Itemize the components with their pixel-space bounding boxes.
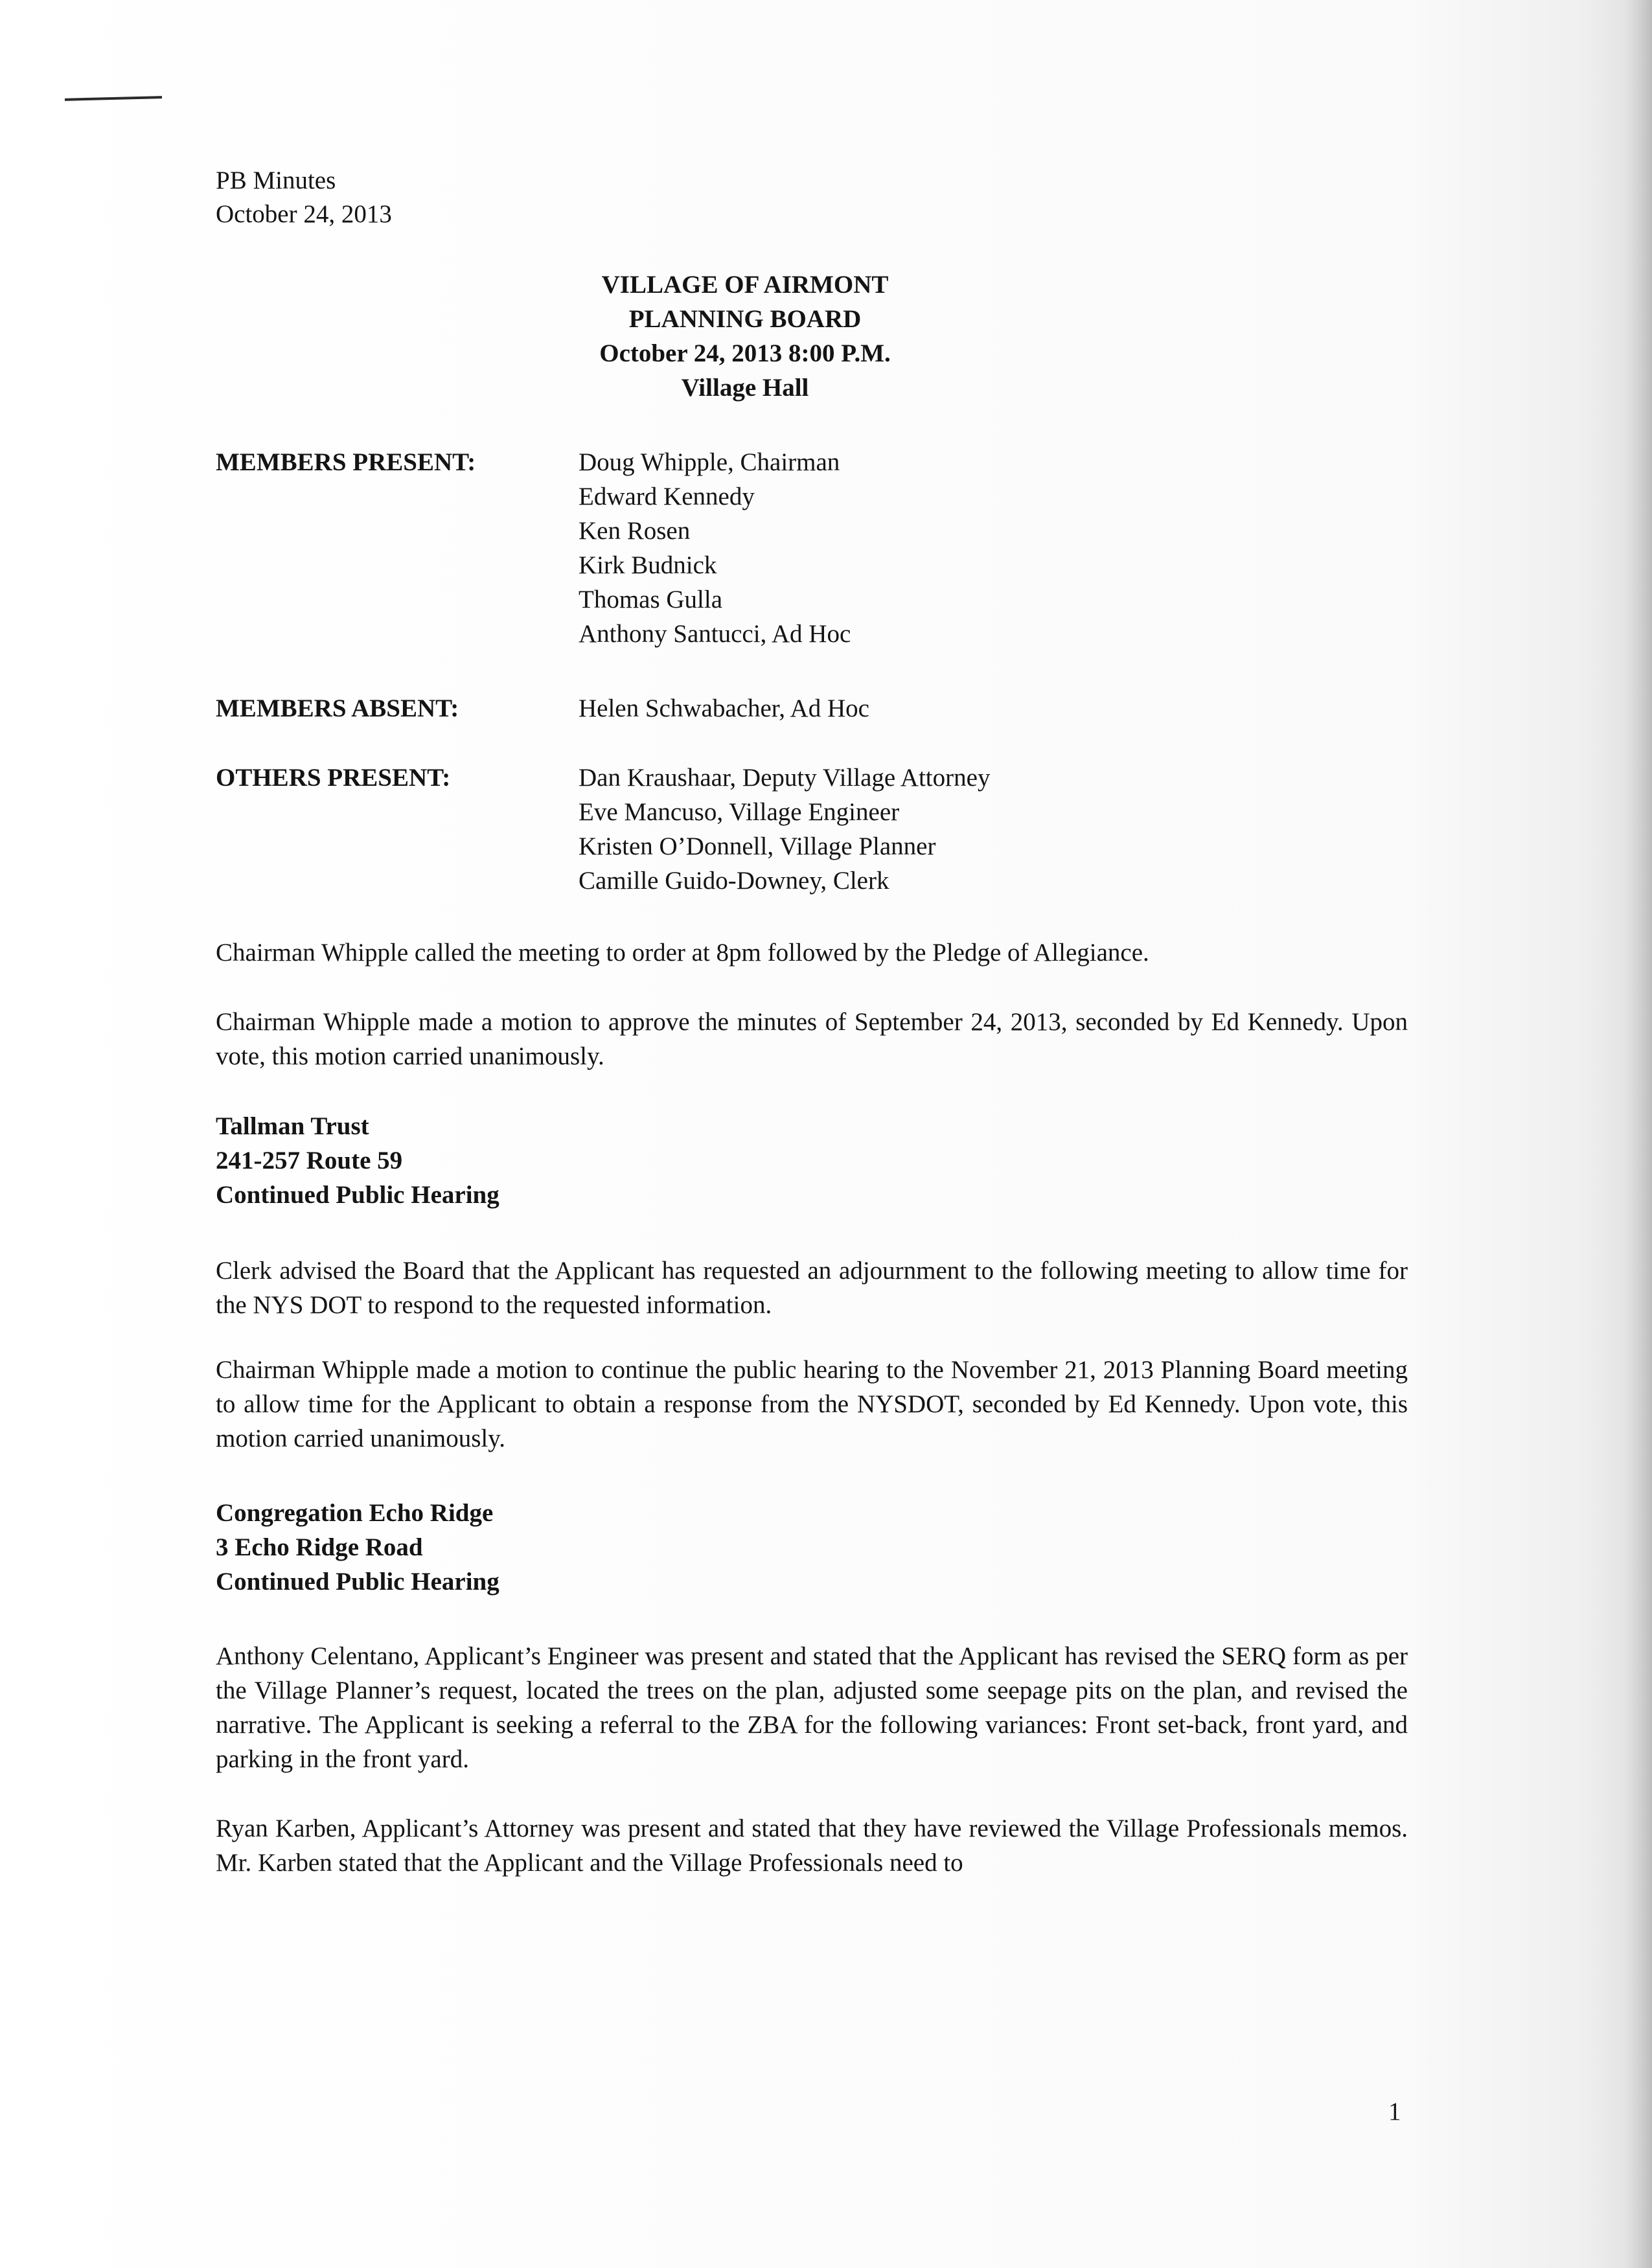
title-village: VILLAGE OF AIRMONT (601, 271, 889, 299)
member-name: Ken Rosen (579, 517, 691, 545)
others-present-list (579, 761, 990, 898)
others-present-label: OTHERS PRESENT: (216, 764, 451, 792)
echo-ridge-heading (216, 1496, 499, 1599)
page-edge-shadow (1625, 0, 1652, 2268)
title-board: PLANNING BOARD (628, 305, 862, 333)
tallman-motion-paragraph: Chairman Whipple made a motion to continue the public hearing to the November 21, 2013 Planning Board meeting to allow time for the Applicant to obtain a response from the NYSDOT, seconded by Ed Kennedy. Upon vote, this motion carried unanimously. (216, 1356, 1408, 1452)
page-number: 1 (1388, 2098, 1401, 2125)
member-name: Edward Kennedy (579, 483, 755, 510)
section-hearing-type: Continued Public Hearing (216, 1181, 499, 1209)
title-location: Village Hall (681, 374, 809, 402)
members-present-list (579, 445, 851, 651)
tallman-trust-heading (216, 1109, 499, 1212)
tallman-clerk-paragraph: Clerk advised the Board that the Applicant has requested an adjournment to the following meeting to allow time for the NYS DOT to respond to the requested information. (216, 1257, 1408, 1319)
echo-ridge-attorney-paragraph: Ryan Karben, Applicant’s Attorney was present and stated that they have reviewed the Village Professionals memos. Mr. Karben stated that the Applicant and the Village Professionals need to (216, 1815, 1408, 1877)
member-name: Anthony Santucci, Ad Hoc (579, 620, 851, 648)
attendee-name: Eve Mancuso, Village Engineer (579, 798, 900, 826)
attendee-name: Camille Guido-Downey, Clerk (579, 867, 889, 895)
section-applicant: Congregation Echo Ridge (216, 1499, 494, 1527)
minutes-approval-paragraph: Chairman Whipple made a motion to approve the minutes of September 24, 2013, seconded by Ed Kennedy. Upon vote, this motion carried unanimously. (216, 1008, 1408, 1070)
meeting-title (0, 268, 1490, 405)
attendee-name: Dan Kraushaar, Deputy Village Attorney (579, 764, 991, 792)
document-header (216, 164, 392, 231)
members-absent-label: MEMBERS ABSENT: (216, 694, 459, 722)
echo-ridge-engineer-paragraph: Anthony Celentano, Applicant’s Engineer was present and stated that the Applicant has revised the SERQ form as per the Village Planner’s request, located the trees on the plan, adjusted some seepage pits on the plan, and revised the narrative. The Applicant is seeking a referral to the ZBA for the following variances: Front set-back, front yard, and parking in the front yard. (216, 1642, 1408, 1773)
title-datetime: October 24, 2013 8:00 P.M. (599, 339, 891, 367)
member-name: Doug Whipple, Chairman (579, 448, 840, 476)
section-applicant: Tallman Trust (216, 1112, 369, 1140)
members-absent-list (579, 691, 869, 726)
members-present-label: MEMBERS PRESENT: (216, 448, 476, 476)
header-doc-type: PB Minutes (216, 166, 336, 194)
member-name: Thomas Gulla (579, 586, 723, 613)
attendee-name: Kristen O’Donnell, Village Planner (579, 832, 936, 860)
member-name: Helen Schwabacher, Ad Hoc (579, 694, 869, 722)
section-hearing-type: Continued Public Hearing (216, 1568, 499, 1596)
section-address: 241-257 Route 59 (216, 1147, 403, 1174)
stray-pen-mark (65, 96, 162, 101)
call-to-order-paragraph: Chairman Whipple called the meeting to order at 8pm followed by the Pledge of Allegiance. (216, 939, 1149, 967)
section-address: 3 Echo Ridge Road (216, 1533, 423, 1561)
header-date: October 24, 2013 (216, 200, 392, 228)
member-name: Kirk Budnick (579, 551, 717, 579)
